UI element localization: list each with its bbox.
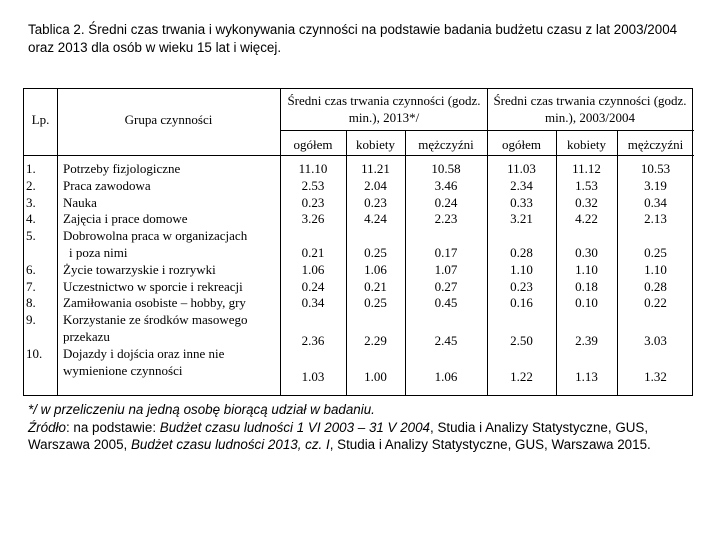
- row-lp: 5.: [26, 228, 36, 244]
- table-cell: 3.26: [301, 211, 325, 227]
- table-cell: 0.21: [301, 245, 325, 260]
- table-cell: 11.03: [507, 161, 536, 176]
- row-lp: 4.: [26, 211, 36, 227]
- row-name: Zamiłowania osobiste – hobby, gry: [63, 295, 246, 311]
- table-cell: 1.06: [434, 368, 458, 384]
- row-lp: 7.: [26, 278, 36, 294]
- table-cell: 0.45: [434, 295, 458, 311]
- row-name: Uczestnictwo w sporcie i rekreacji: [63, 278, 243, 294]
- table-cell: 0.25: [644, 245, 667, 260]
- divider: [280, 130, 694, 131]
- table-cell: 1.32: [644, 368, 667, 384]
- table-title: Tablica 2. Średni czas trwania i wykonywania czynności na podstawie badania budżetu czasu z lat 2003/2004 oraz 2013 dla osób w wieku 15 lat i więcej.: [28, 22, 678, 55]
- table-cell: 4.24: [364, 211, 387, 227]
- table-cell: 0.24: [301, 278, 325, 294]
- row-name: Życie towarzyskie i rozrywki: [63, 261, 216, 277]
- table-cell: 0.16: [510, 295, 533, 311]
- row-lp: 1.: [26, 161, 36, 176]
- header-mezczyzni-2013: mężczyźni: [418, 137, 474, 152]
- header-group: Grupa czynności: [124, 112, 213, 127]
- table-cell: 1.53: [575, 177, 598, 193]
- table-cell: 0.24: [434, 194, 458, 210]
- row-name: Dojazdy i dojścia oraz inne nie: [63, 345, 225, 361]
- table-cell: 11.10: [298, 161, 328, 176]
- divider: [24, 155, 694, 156]
- table-cell: 0.30: [575, 245, 598, 260]
- table-cell: 0.22: [644, 295, 667, 311]
- header-lp: Lp.: [31, 112, 50, 127]
- table-cell: 1.10: [575, 261, 598, 277]
- table-cell: 1.13: [575, 368, 598, 384]
- header-kobiety-2003: kobiety: [567, 137, 606, 152]
- header-2013: Średni czas trwania czynności (godz. min.), 2013*/: [287, 93, 481, 125]
- table-cell: 2.36: [301, 333, 325, 348]
- time-use-table: [23, 88, 693, 396]
- row-name-continued: wymienione czynności: [63, 362, 183, 378]
- table-cell: 2.53: [301, 177, 325, 193]
- row-name-continued: i poza nimi: [69, 245, 128, 260]
- header-mezczyzni-2003: mężczyźni: [627, 137, 684, 152]
- table-cell: 0.32: [575, 194, 598, 210]
- table-cell: 3.46: [434, 177, 458, 193]
- table-cell: 0.33: [510, 194, 533, 210]
- row-name-continued: przekazu: [63, 329, 110, 344]
- table-cell: 0.25: [364, 295, 387, 311]
- row-name: Nauka: [63, 194, 97, 210]
- footnote-note: */ w przeliczeniu na jedną osobę biorącą udział w badaniu.: [28, 402, 375, 417]
- table-cell: 0.21: [364, 278, 387, 294]
- footnote: [28, 401, 708, 454]
- table-cell: 1.06: [301, 261, 325, 277]
- table-cell: 1.06: [364, 261, 387, 277]
- row-name: Korzystanie ze środków masowego: [63, 312, 248, 328]
- table-cell: 2.04: [364, 177, 387, 193]
- divider: [57, 89, 58, 395]
- table-cell: 3.03: [644, 333, 667, 348]
- header-2003: Średni czas trwania czynności (godz. min.), 2003/2004: [493, 93, 687, 125]
- row-lp: 8.: [26, 295, 36, 311]
- table-cell: 0.34: [644, 194, 667, 210]
- table-cell: 11.12: [572, 161, 601, 176]
- table-cell: 0.23: [364, 194, 387, 210]
- row-lp: 6.: [26, 261, 36, 277]
- row-name: Praca zawodowa: [63, 177, 151, 193]
- table-cell: 10.58: [431, 161, 461, 176]
- table-cell: 2.13: [644, 211, 667, 227]
- table-cell: 1.10: [510, 261, 533, 277]
- table-cell: 0.34: [301, 295, 325, 311]
- table-cell: 10.53: [640, 161, 671, 176]
- table-cell: 0.28: [510, 245, 533, 260]
- row-name: Dobrowolna praca w organizacjach: [63, 228, 248, 244]
- table-cell: 2.29: [364, 333, 387, 348]
- row-lp: 2.: [26, 177, 36, 193]
- table-cell: 1.00: [364, 368, 387, 384]
- table-cell: 2.34: [510, 177, 533, 193]
- table-cell: 3.19: [644, 177, 667, 193]
- row-name: Zajęcia i prace domowe: [63, 211, 188, 227]
- table-cell: 0.27: [434, 278, 458, 294]
- table-cell: 2.45: [434, 333, 458, 348]
- table-cell: 2.50: [510, 333, 533, 348]
- table-cell: 0.23: [301, 194, 325, 210]
- table-cell: 0.18: [575, 278, 598, 294]
- table-cell: 1.22: [510, 368, 533, 384]
- footnote-source: Źródło: na podstawie: Budżet czasu ludności 1 VI 2003 – 31 V 2004, Studia i Analizy Statystyczne, GUS, Warszawa 2005, Budżet czasu ludności 2013, cz. I, Studia i Analizy Statystyczne, GUS, Warszawa 2015.: [28, 419, 651, 452]
- table-cell: 0.10: [575, 295, 598, 311]
- table-cell: 0.25: [364, 245, 387, 260]
- table-cell: 0.17: [434, 245, 458, 260]
- table-cell: 0.28: [644, 278, 667, 294]
- header-ogolem-2013: ogółem: [293, 137, 333, 152]
- table-cell: 0.23: [510, 278, 533, 294]
- table-cell: 2.23: [434, 211, 458, 227]
- header-ogolem-2003: ogółem: [502, 137, 541, 152]
- row-lp: 10.: [26, 345, 43, 361]
- table-cell: 11.21: [361, 161, 390, 176]
- table-cell: 3.21: [510, 211, 533, 227]
- row-lp: 3.: [26, 194, 36, 210]
- row-lp: 9.: [26, 312, 36, 328]
- table-cell: 1.07: [434, 261, 458, 277]
- table-cell: 1.10: [644, 261, 667, 277]
- row-name: Potrzeby fizjologiczne: [63, 161, 181, 176]
- table-cell: 2.39: [575, 333, 598, 348]
- table-cell: 1.03: [301, 368, 325, 384]
- table-cell: 4.22: [575, 211, 598, 227]
- header-kobiety-2013: kobiety: [356, 137, 395, 152]
